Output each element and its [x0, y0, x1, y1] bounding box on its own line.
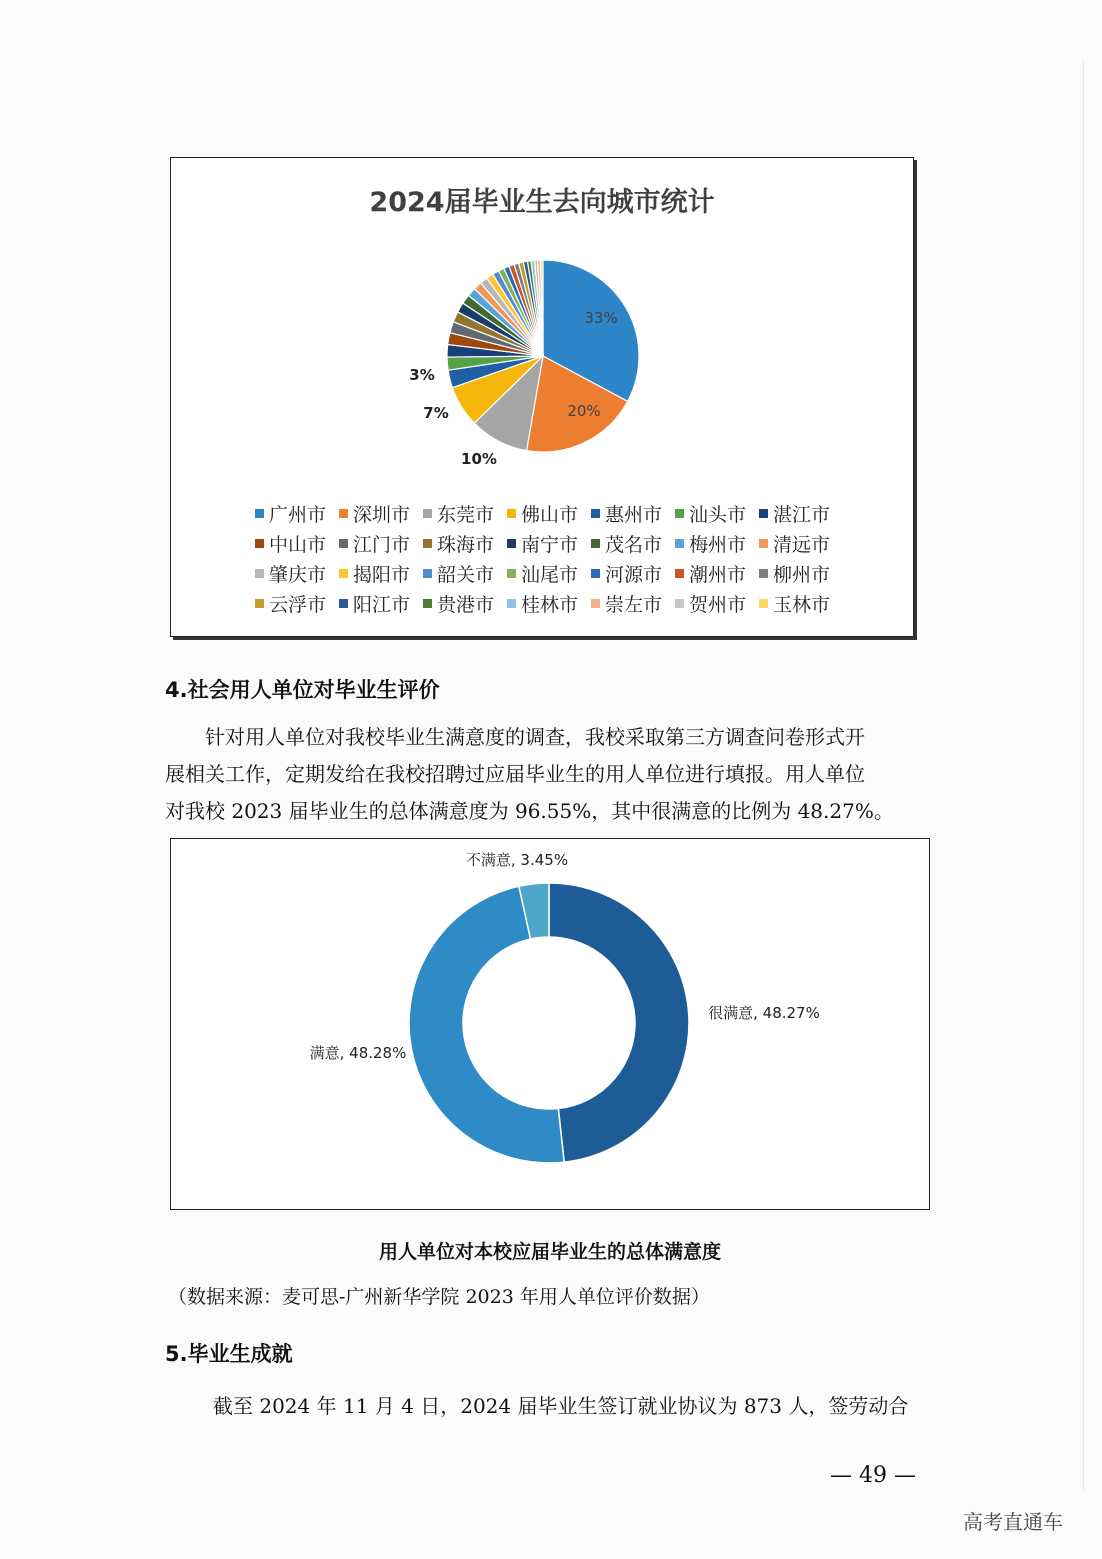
legend-label: 江门市 — [353, 533, 411, 556]
legend-item — [759, 590, 843, 617]
city-chart-legend — [255, 498, 855, 618]
legend-label: 广州市 — [269, 503, 327, 526]
legend-label: 湛江市 — [773, 503, 831, 526]
legend-swatch — [255, 569, 264, 578]
legend-swatch — [339, 569, 348, 578]
legend-row — [255, 558, 855, 588]
legend-row — [255, 588, 855, 618]
legend-swatch — [759, 599, 768, 608]
legend-swatch — [591, 599, 600, 608]
legend-label: 惠州市 — [605, 503, 663, 526]
legend-item — [759, 500, 843, 527]
legend-swatch — [759, 509, 768, 518]
legend-swatch — [423, 509, 432, 518]
watermark-text: 高考直通车 — [963, 1510, 1063, 1534]
legend-label: 汕尾市 — [521, 563, 579, 586]
legend-swatch — [507, 539, 516, 548]
section-4-line-1: 针对用人单位对我校毕业生满意度的调查，我校采取第三方调查问卷形式开 — [205, 725, 865, 749]
legend-label: 肇庆市 — [269, 563, 327, 586]
pie-data-label: 10% — [461, 450, 497, 468]
legend-label: 潮州市 — [689, 563, 747, 586]
legend-label: 云浮市 — [269, 593, 327, 616]
legend-label: 贺州市 — [689, 593, 747, 616]
section-4-line-3: 对我校 2023 届毕业生的总体满意度为 96.55%，其中很满意的比例为 48.27%。 — [165, 799, 894, 823]
city-chart-title: 2024届毕业生去向城市统计 — [369, 187, 715, 218]
legend-item — [339, 560, 423, 587]
legend-item — [339, 500, 423, 527]
city-pie-chart-frame — [170, 157, 914, 637]
section-4-line-2: 展相关工作，定期发给在我校招聘过应届毕业生的用人单位进行填报。用人单位 — [165, 762, 865, 786]
legend-label: 崇左市 — [605, 593, 663, 616]
legend-swatch — [591, 569, 600, 578]
legend-label: 阳江市 — [353, 593, 411, 616]
legend-item — [339, 590, 423, 617]
section-4-heading: 4.社会用人单位对毕业生评价 — [165, 678, 440, 702]
legend-item — [507, 590, 591, 617]
legend-item — [507, 500, 591, 527]
legend-swatch — [423, 599, 432, 608]
page-edge-line — [1083, 60, 1084, 1490]
legend-row — [255, 498, 855, 528]
legend-label: 玉林市 — [773, 593, 831, 616]
legend-label: 揭阳市 — [353, 563, 411, 586]
legend-swatch — [591, 509, 600, 518]
legend-label: 佛山市 — [521, 503, 579, 526]
legend-item — [423, 590, 507, 617]
donut-data-label: 满意, 48.28% — [309, 1044, 407, 1062]
pie-data-label: 3% — [409, 366, 435, 384]
legend-item — [423, 500, 507, 527]
legend-label: 梅州市 — [689, 533, 747, 556]
legend-item — [423, 560, 507, 587]
city-pie-chart — [171, 158, 911, 488]
legend-item — [591, 500, 675, 527]
legend-swatch — [339, 599, 348, 608]
section-5-line-1: 截至 2024 年 11 月 4 日，2024 届毕业生签订就业协议为 873 人，签劳动合 — [213, 1394, 909, 1418]
legend-row — [255, 528, 855, 558]
legend-label: 茂名市 — [605, 533, 663, 556]
legend-item — [591, 590, 675, 617]
legend-swatch — [759, 569, 768, 578]
legend-label: 韶关市 — [437, 563, 495, 586]
legend-swatch — [675, 599, 684, 608]
legend-label: 汕头市 — [689, 503, 747, 526]
legend-item — [675, 560, 759, 587]
legend-label: 中山市 — [269, 533, 327, 556]
legend-label: 贵港市 — [437, 593, 495, 616]
legend-label: 南宁市 — [521, 533, 579, 556]
pie-data-label: 7% — [423, 404, 449, 422]
legend-swatch — [339, 509, 348, 518]
donut-segment-很满意 — [549, 883, 689, 1162]
legend-item — [759, 560, 843, 587]
legend-swatch — [759, 539, 768, 548]
figure-source: （数据来源：麦可思-广州新华学院 2023 年用人单位评价数据） — [168, 1286, 710, 1308]
legend-swatch — [255, 509, 264, 518]
donut-data-label: 很满意, 48.27% — [708, 1004, 820, 1022]
legend-item — [591, 530, 675, 557]
legend-swatch — [423, 569, 432, 578]
legend-item — [255, 500, 339, 527]
legend-swatch — [675, 509, 684, 518]
legend-item — [255, 590, 339, 617]
legend-swatch — [255, 539, 264, 548]
legend-label: 东莞市 — [437, 503, 495, 526]
legend-label: 桂林市 — [521, 593, 579, 616]
section-5-heading: 5.毕业生成就 — [165, 1342, 293, 1366]
legend-item — [675, 590, 759, 617]
satisfaction-donut-frame — [170, 838, 930, 1210]
pie-data-label: 33% — [584, 309, 618, 327]
legend-item — [591, 560, 675, 587]
legend-swatch — [675, 539, 684, 548]
legend-label: 深圳市 — [353, 503, 411, 526]
satisfaction-donut-chart — [171, 839, 927, 1207]
legend-item — [675, 500, 759, 527]
legend-label: 珠海市 — [437, 533, 495, 556]
legend-swatch — [507, 569, 516, 578]
figure-caption: 用人单位对本校应届毕业生的总体满意度 — [378, 1241, 721, 1263]
page-number: — 49 — — [830, 1463, 916, 1488]
legend-item — [255, 530, 339, 557]
legend-swatch — [591, 539, 600, 548]
legend-swatch — [339, 539, 348, 548]
legend-item — [339, 530, 423, 557]
legend-swatch — [507, 509, 516, 518]
legend-item — [423, 530, 507, 557]
legend-swatch — [507, 599, 516, 608]
legend-swatch — [675, 569, 684, 578]
pie-data-label: 20% — [567, 402, 601, 420]
donut-data-label: 不满意, 3.45% — [465, 851, 569, 869]
legend-label: 柳州市 — [773, 563, 831, 586]
legend-item — [675, 530, 759, 557]
legend-swatch — [255, 599, 264, 608]
legend-item — [507, 560, 591, 587]
legend-label: 河源市 — [605, 563, 663, 586]
legend-label: 清远市 — [773, 533, 831, 556]
legend-item — [507, 530, 591, 557]
legend-swatch — [423, 539, 432, 548]
legend-item — [255, 560, 339, 587]
legend-item — [759, 530, 843, 557]
